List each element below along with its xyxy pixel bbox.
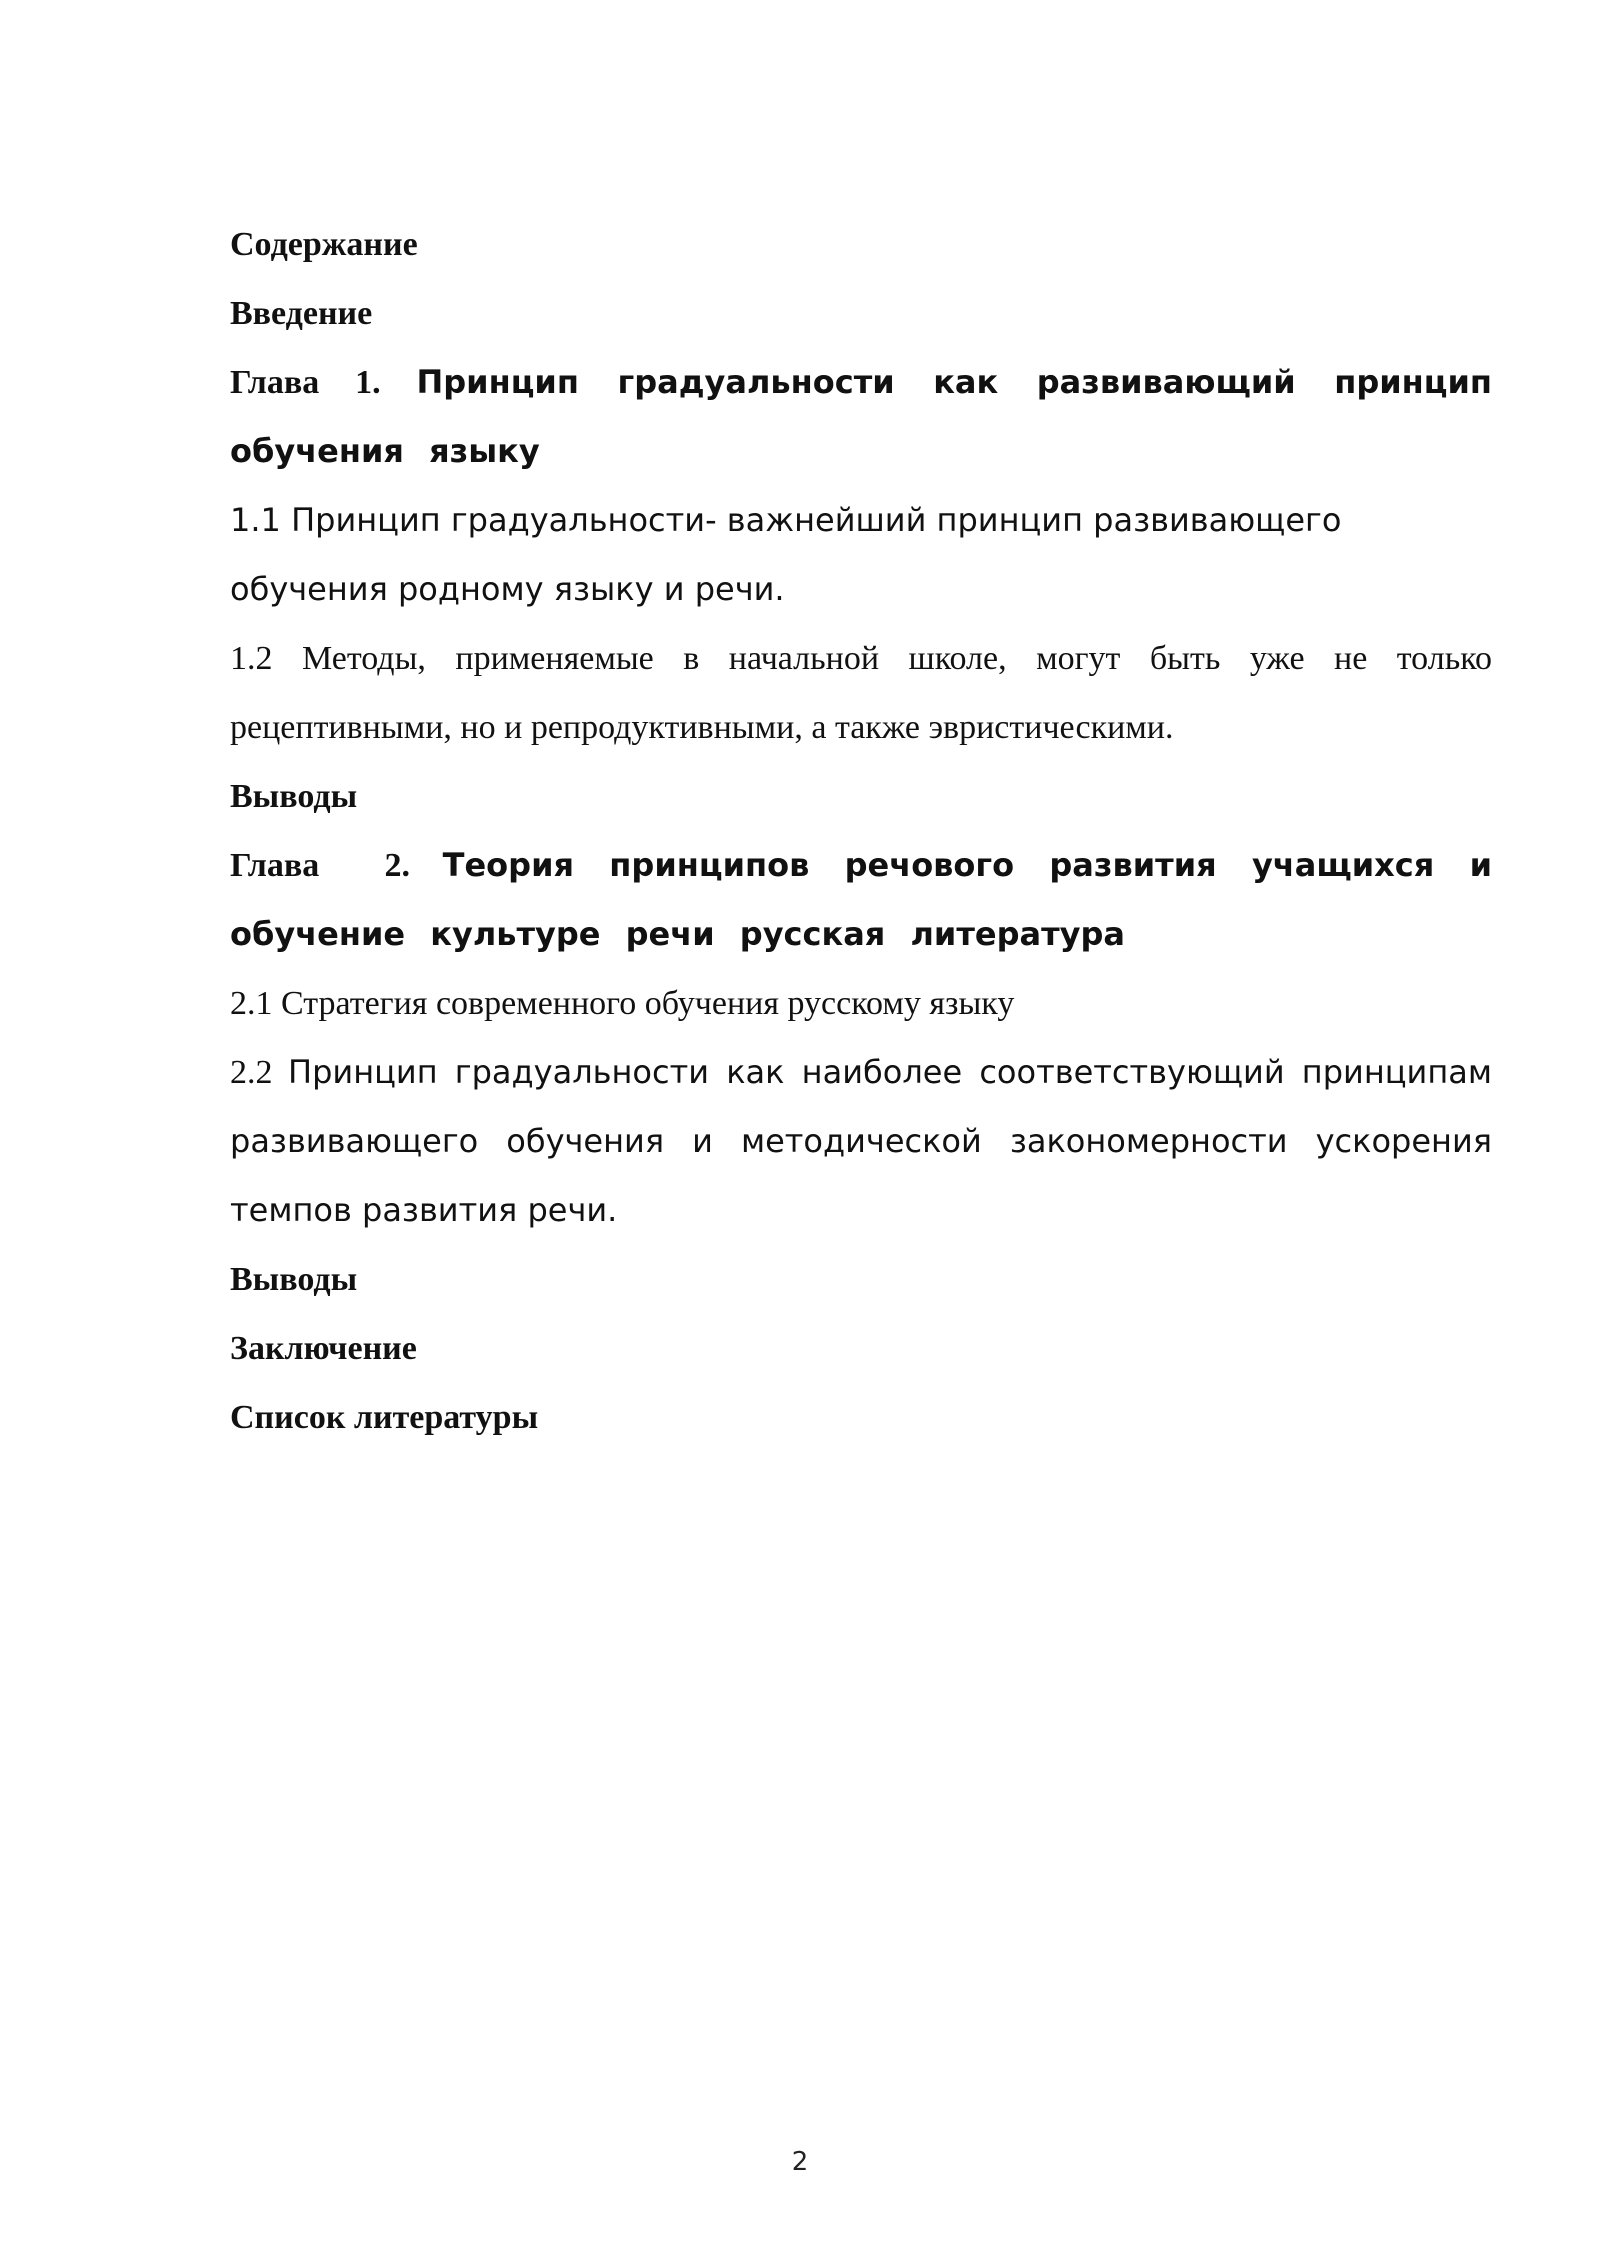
chapter-1-title: Принцип градуальности как развивающий принцип обучения языку bbox=[230, 363, 1492, 470]
toc-item-section-1-1: 1.1 Принцип градуальности- важнейший принцип развивающего обучения родному языку и речи. bbox=[230, 501, 1342, 608]
chapter-1-prefix: Глава 1. bbox=[230, 364, 381, 401]
toc-title: Содержание bbox=[230, 226, 418, 263]
toc-item-chapter-1 bbox=[230, 348, 1492, 486]
toc-item-introduction: Введение bbox=[230, 295, 373, 332]
toc-item-chapter-2 bbox=[230, 831, 1492, 969]
chapter-2-title: Теория принципов речового развития учащихся и обучение культуре речи русская литература bbox=[230, 846, 1493, 953]
toc-item-chapter-1-conclusions: Выводы bbox=[230, 778, 358, 815]
toc-item-conclusion: Заключение bbox=[230, 1330, 417, 1367]
section-2-2-number: 2.2 bbox=[230, 1054, 273, 1091]
section-2-1-number: 2.1 bbox=[230, 985, 273, 1022]
toc-item-chapter-2-conclusions: Выводы bbox=[230, 1261, 358, 1298]
table-of-contents bbox=[230, 210, 1492, 1452]
section-2-1-text: Стратегия современного обучения русскому языку bbox=[281, 985, 1015, 1022]
section-2-2-text: Принцип градуальности как наиболее соответствующий принципам развивающего обучения и методической закономерности ускорения темпов развития речи. bbox=[230, 1053, 1493, 1229]
toc-item-section-1-2: 1.2 Методы, применяемые в начальной школе, могут быть уже не только рецептивными, но и репродуктивными, а также эвристическими. bbox=[230, 640, 1492, 746]
toc-item-references: Список литературы bbox=[230, 1399, 539, 1436]
page-number: 2 bbox=[791, 2147, 809, 2177]
toc-item-section-2-2 bbox=[230, 1038, 1492, 1245]
toc-item-section-2-1 bbox=[230, 969, 1492, 1038]
chapter-2-prefix: Глава 2. bbox=[230, 847, 410, 884]
